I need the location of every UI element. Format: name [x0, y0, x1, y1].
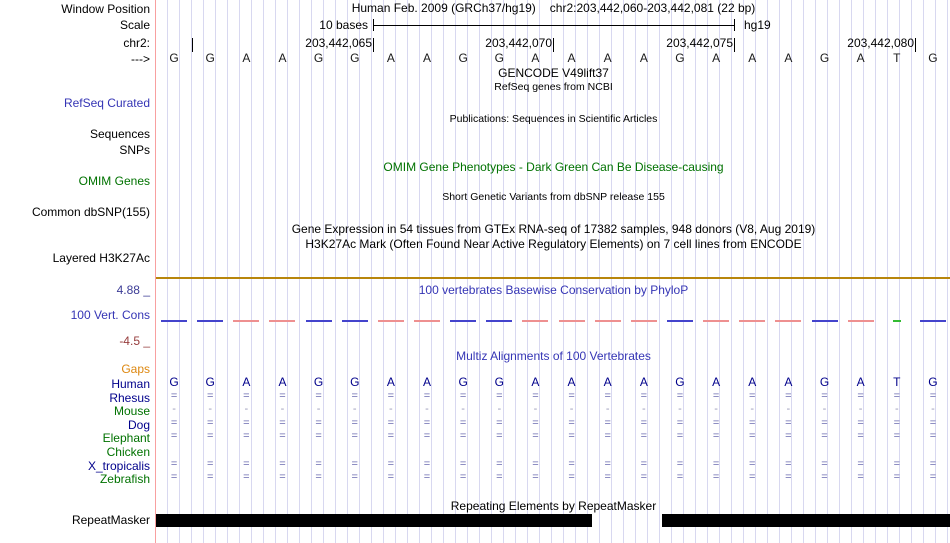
omim-track-title[interactable]: OMIM Gene Phenotypes - Dark Green Can Be Disease-causing: [383, 160, 724, 174]
multiz-row-mouse: - - - - - - - - - - - - - - - - - - - - - -: [172, 403, 935, 415]
track-label-omim-genes[interactable]: OMIM Genes: [78, 174, 150, 188]
base-letter: A: [748, 51, 757, 65]
repeat-element-bar[interactable]: [156, 514, 592, 527]
repeatmasker-track-title[interactable]: Repeating Elements by RepeatMasker: [450, 499, 657, 513]
base-letter: G: [819, 51, 830, 65]
track-label-snps[interactable]: SNPs: [119, 143, 150, 157]
multiz-row-chicken: [156, 444, 950, 457]
track-label-repeatmasker[interactable]: RepeatMasker: [71, 513, 150, 527]
species-label-chicken[interactable]: Chicken: [106, 445, 150, 459]
base-letter: G: [458, 51, 468, 65]
track-label-layered-h3k27ac[interactable]: Layered H3K27Ac: [52, 251, 150, 265]
base-letter: A: [278, 51, 287, 65]
base-letter: G: [350, 51, 360, 65]
repeatmasker-track[interactable]: [156, 514, 950, 527]
multiz-row-zebrafish: = = = = = = = = = = = = = = = = = = = = = =: [170, 471, 937, 483]
base-letter: A: [423, 51, 432, 65]
multiz-row-rhesus: = = = = = = = = = = = = = = = = = = = = = =: [170, 390, 937, 402]
assembly-title: Human Feb. 2009 (GRCh37/hg19): [351, 1, 536, 15]
gencode-track-title[interactable]: GENCODE V49lift37: [498, 66, 609, 80]
multiz-track-title[interactable]: Multiz Alignments of 100 Vertebrates: [456, 349, 651, 363]
track-label-refseq-curated[interactable]: RefSeq Curated: [63, 96, 150, 110]
species-label-rhesus[interactable]: Rhesus: [109, 391, 150, 405]
species-label-dog[interactable]: Dog: [127, 418, 150, 432]
species-label-x_tropicalis[interactable]: X_tropicalis: [87, 459, 150, 473]
base-letter: A: [639, 51, 648, 65]
base-letter: A: [712, 51, 721, 65]
base-letter: G: [205, 51, 215, 65]
multiz-gaps-label[interactable]: Gaps: [121, 362, 150, 376]
phylop-track-title[interactable]: 100 vertebrates Basewise Conservation by PhyloP: [418, 283, 689, 297]
multiz-row-elephant: = = = = = = = = = = = = = = = = = = = = = =: [170, 430, 937, 442]
species-label-human[interactable]: Human: [111, 377, 150, 391]
coordinate-label: 203,442,080: [847, 36, 914, 50]
dbsnp-track-title[interactable]: Short Genetic Variants from dbSNP release 155: [442, 191, 665, 203]
phylop-min-value: -4.5 _: [119, 334, 150, 348]
coordinate-label: 203,442,070: [485, 36, 552, 50]
track-label-sequences[interactable]: Sequences: [89, 127, 150, 141]
base-letter: A: [386, 51, 395, 65]
gtex-track-title[interactable]: Gene Expression in 54 tissues from GTEx RNA-seq of 17382 samples, 948 donors (V8, Aug 2019): [291, 222, 816, 236]
strand-arrow-label: --->: [131, 52, 150, 66]
base-letter: A: [856, 51, 865, 65]
multiz-rows: [156, 0, 950, 543]
coordinate-label: 203,442,065: [305, 36, 372, 50]
chrom-label: chr2:: [123, 36, 150, 50]
base-letter: A: [531, 51, 540, 65]
phylop-max-value: 4.88 _: [116, 283, 150, 297]
scale-bases-label: 10 bases: [319, 18, 368, 32]
h3k27ac-track-title[interactable]: H3K27Ac Mark (Often Found Near Active Regulatory Elements) on 7 cell lines from ENCODE: [305, 237, 802, 251]
multiz-row-human: G G A A G G A A G G A A A A G A A A G A T G: [169, 375, 938, 389]
species-label-zebrafish[interactable]: Zebrafish: [99, 472, 150, 486]
coordinate-label: 203,442,075: [666, 36, 733, 50]
base-letter: A: [603, 51, 612, 65]
track-label-common-dbsnp[interactable]: Common dbSNP(155): [31, 205, 150, 219]
base-letter: G: [928, 51, 938, 65]
base-letter: G: [494, 51, 504, 65]
base-letter: A: [567, 51, 576, 65]
assembly-short-label: hg19: [744, 18, 771, 32]
base-letter: G: [313, 51, 324, 65]
track-area[interactable]: [155, 0, 950, 543]
multiz-row-x_tropicalis: = = = = = = = = = = = = = = = = = = = = = =: [170, 458, 937, 470]
publications-track-title[interactable]: Publications: Sequences in Scientific Articles: [449, 113, 658, 125]
scale-label: Scale: [119, 18, 150, 32]
base-letter: T: [893, 51, 901, 65]
window-position-label: Window Position: [61, 2, 150, 16]
track-label-100-vert-cons[interactable]: 100 Vert. Cons: [70, 308, 150, 322]
species-label-elephant[interactable]: Elephant: [102, 431, 150, 445]
base-letter: A: [784, 51, 793, 65]
multiz-row-dog: = = = = = = = = = = = = = = = = = = = = = =: [170, 417, 937, 429]
species-label-mouse[interactable]: Mouse: [113, 404, 150, 418]
base-letter: G: [169, 51, 179, 65]
position-range: chr2:203,442,060-203,442,081 (22 bp): [549, 1, 756, 15]
repeat-element-bar[interactable]: [662, 514, 950, 527]
base-letter: A: [242, 51, 251, 65]
base-letter: G: [675, 51, 685, 65]
refseq-track-title[interactable]: RefSeq genes from NCBI: [494, 81, 613, 93]
